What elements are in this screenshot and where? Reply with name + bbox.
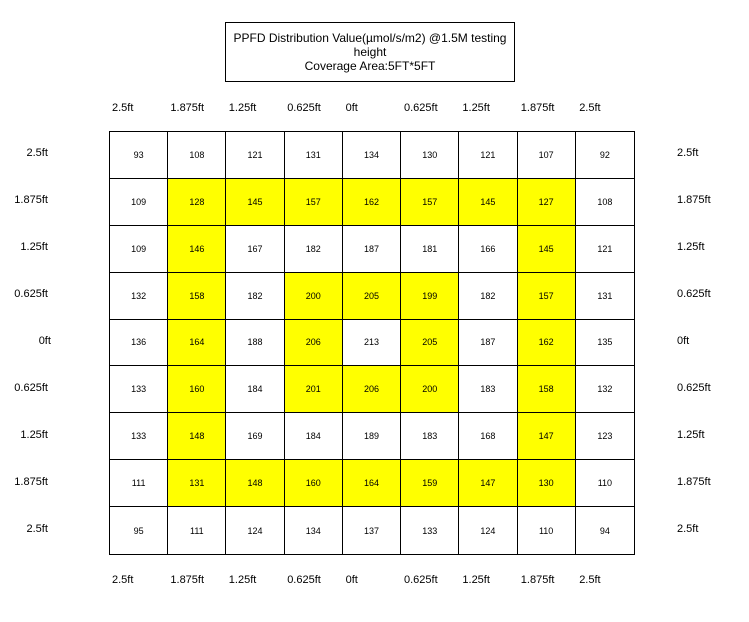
grid-cell: 145 xyxy=(459,179,517,226)
ppfd-grid xyxy=(109,131,635,555)
grid-cell: 128 xyxy=(168,179,226,226)
grid-cell: 183 xyxy=(401,413,459,460)
grid-cell: 121 xyxy=(226,132,284,179)
grid-cell: 157 xyxy=(518,273,576,320)
x-tick-label-top: 0ft xyxy=(345,102,358,114)
title-line-1: PPFD Distribution Value(µmol/s/m2) @1.5M testing xyxy=(233,31,507,45)
grid-cell: 132 xyxy=(576,366,634,413)
grid-cell: 187 xyxy=(459,320,517,367)
grid-cell: 187 xyxy=(343,226,401,273)
grid-cell: 131 xyxy=(285,132,343,179)
grid-cell: 94 xyxy=(576,507,634,554)
grid-cell: 168 xyxy=(459,413,517,460)
grid-cell: 111 xyxy=(110,460,168,507)
grid-cell: 92 xyxy=(576,132,634,179)
x-tick-label-top: 2.5ft xyxy=(112,102,134,114)
grid-cell: 123 xyxy=(576,413,634,460)
grid-cell: 181 xyxy=(401,226,459,273)
grid-cell: 136 xyxy=(110,320,168,367)
grid-cell: 182 xyxy=(226,273,284,320)
grid-cell: 108 xyxy=(576,179,634,226)
grid-cell: 93 xyxy=(110,132,168,179)
grid-cell: 133 xyxy=(110,366,168,413)
grid-cell: 148 xyxy=(226,460,284,507)
x-tick-label-bottom: 1.875ft xyxy=(170,574,205,586)
x-tick-label-bottom: 0ft xyxy=(345,574,358,586)
grid-cell: 134 xyxy=(343,132,401,179)
title-line-2: height xyxy=(353,45,387,59)
x-tick-label-top: 1.25ft xyxy=(228,102,257,114)
y-tick-label-left: 2.5ft xyxy=(26,523,48,536)
y-tick-label-left: 1.25ft xyxy=(20,429,48,442)
grid-cell: 201 xyxy=(285,366,343,413)
x-tick-label-top: 2.5ft xyxy=(579,102,601,114)
grid-cell: 166 xyxy=(459,226,517,273)
grid-cell: 188 xyxy=(226,320,284,367)
grid-cell: 206 xyxy=(343,366,401,413)
grid-cell: 160 xyxy=(285,460,343,507)
grid-cell: 95 xyxy=(110,507,168,554)
x-tick-label-bottom: 1.875ft xyxy=(520,574,555,586)
grid-cell: 200 xyxy=(401,366,459,413)
x-tick-label-bottom: 1.25ft xyxy=(228,574,257,586)
grid-cell: 131 xyxy=(168,460,226,507)
grid-cell: 182 xyxy=(285,226,343,273)
x-tick-label-top: 1.875ft xyxy=(520,102,555,114)
grid-cell: 162 xyxy=(343,179,401,226)
grid-cell: 158 xyxy=(518,366,576,413)
grid-cell: 164 xyxy=(343,460,401,507)
grid-cell: 205 xyxy=(343,273,401,320)
grid-cell: 169 xyxy=(226,413,284,460)
grid-cell: 159 xyxy=(401,460,459,507)
grid-cell: 158 xyxy=(168,273,226,320)
chart-title xyxy=(225,22,515,82)
grid-cell: 132 xyxy=(110,273,168,320)
grid-cell: 184 xyxy=(285,413,343,460)
y-tick-label-left: 0.625ft xyxy=(14,382,48,395)
grid-cell: 145 xyxy=(518,226,576,273)
y-tick-label-left: 1.875ft xyxy=(14,193,48,206)
x-tick-label-bottom: 0.625ft xyxy=(404,574,438,586)
grid-cell: 145 xyxy=(226,179,284,226)
grid-cell: 121 xyxy=(459,132,517,179)
grid-cell: 134 xyxy=(285,507,343,554)
y-tick-label-right: 0.625ft xyxy=(677,382,711,395)
y-tick-label-right: 2.5ft xyxy=(677,146,699,159)
y-tick-label-right: 1.25ft xyxy=(677,429,705,442)
grid-cell: 133 xyxy=(110,413,168,460)
y-tick-label-left: 1.875ft xyxy=(14,476,48,489)
grid-cell: 110 xyxy=(518,507,576,554)
grid-cell: 131 xyxy=(576,273,634,320)
grid-cell: 121 xyxy=(576,226,634,273)
x-tick-label-top: 1.875ft xyxy=(170,102,205,114)
grid-cell: 164 xyxy=(168,320,226,367)
grid-cell: 147 xyxy=(518,413,576,460)
y-tick-label-left: 1.25ft xyxy=(20,240,48,253)
grid-cell: 213 xyxy=(343,320,401,367)
grid-cell: 157 xyxy=(285,179,343,226)
title-line-3: Coverage Area:5FT*5FT xyxy=(304,59,436,73)
grid-cell: 133 xyxy=(401,507,459,554)
grid-cell: 206 xyxy=(285,320,343,367)
x-tick-label-top: 1.25ft xyxy=(462,102,490,114)
grid-cell: 137 xyxy=(343,507,401,554)
grid-cell: 130 xyxy=(518,460,576,507)
grid-cell: 167 xyxy=(226,226,284,273)
grid-cell: 157 xyxy=(401,179,459,226)
grid-cell: 148 xyxy=(168,413,226,460)
grid-cell: 108 xyxy=(168,132,226,179)
grid-cell: 130 xyxy=(401,132,459,179)
x-tick-label-bottom: 1.25ft xyxy=(462,574,490,586)
y-tick-label-right: 1.25ft xyxy=(677,240,705,253)
grid-cell: 199 xyxy=(401,273,459,320)
y-tick-label-right: 1.875ft xyxy=(677,193,711,206)
grid-cell: 146 xyxy=(168,226,226,273)
y-tick-label-left: 0.625ft xyxy=(14,287,48,300)
grid-cell: 109 xyxy=(110,226,168,273)
y-tick-label-right: 0.625ft xyxy=(677,287,711,300)
grid-cell: 147 xyxy=(459,460,517,507)
grid-cell: 189 xyxy=(343,413,401,460)
grid-cell: 124 xyxy=(226,507,284,554)
grid-cell: 205 xyxy=(401,320,459,367)
grid-cell: 183 xyxy=(459,366,517,413)
y-tick-label-left: 2.5ft xyxy=(26,146,48,159)
x-tick-label-bottom: 2.5ft xyxy=(579,574,601,586)
grid-cell: 200 xyxy=(285,273,343,320)
grid-cell: 111 xyxy=(168,507,226,554)
grid-cell: 107 xyxy=(518,132,576,179)
y-tick-label-right: 2.5ft xyxy=(677,523,699,536)
x-tick-label-top: 0.625ft xyxy=(404,102,438,114)
grid-cell: 162 xyxy=(518,320,576,367)
grid-cell: 124 xyxy=(459,507,517,554)
y-tick-label-left: 0ft xyxy=(38,334,51,347)
grid-cell: 182 xyxy=(459,273,517,320)
x-tick-label-bottom: 0.625ft xyxy=(287,574,321,586)
x-tick-label-bottom: 2.5ft xyxy=(112,574,134,586)
y-tick-label-right: 1.875ft xyxy=(677,476,711,489)
grid-cell: 135 xyxy=(576,320,634,367)
grid-cell: 184 xyxy=(226,366,284,413)
y-tick-label-right: 0ft xyxy=(677,334,690,347)
grid-cell: 110 xyxy=(576,460,634,507)
x-tick-label-top: 0.625ft xyxy=(287,102,321,114)
grid-cell: 160 xyxy=(168,366,226,413)
grid-cell: 127 xyxy=(518,179,576,226)
grid-cell: 109 xyxy=(110,179,168,226)
